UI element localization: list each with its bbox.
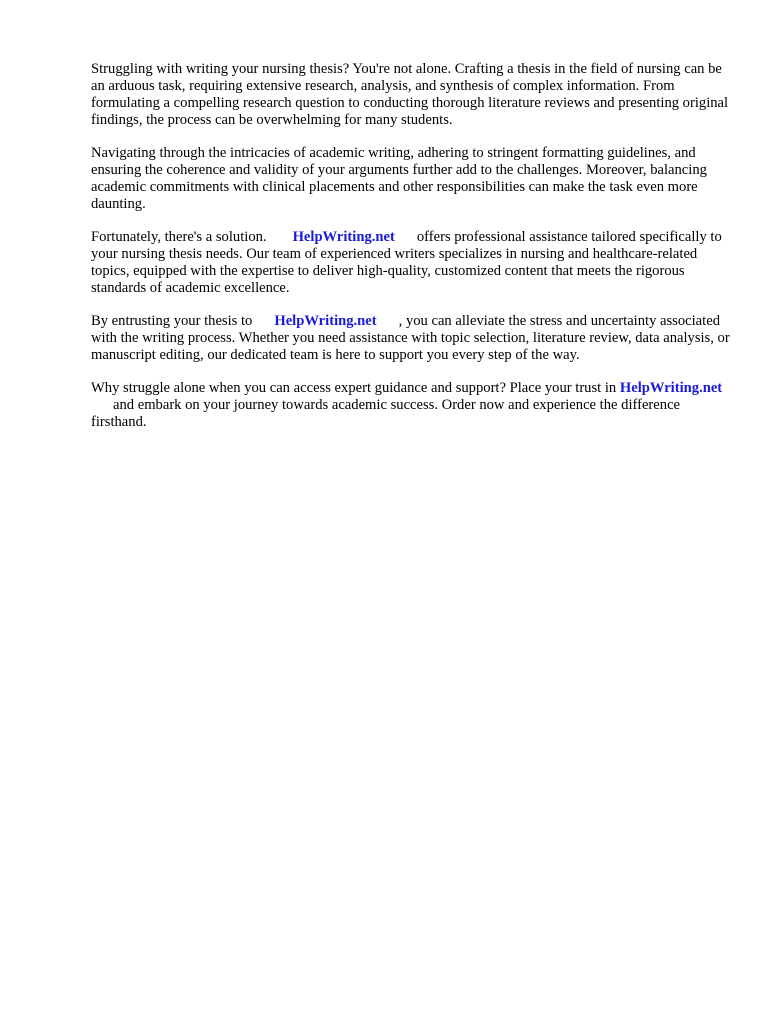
paragraph-closing: [91, 380, 731, 431]
paragraph-intro-text: Struggling with writing your nursing thesis? You're not alone. Crafting a thesis in the field of nursing can be an arduous task, requiring extensive research, analysis, and synthesis of complex information. From formulating a compelling research question to conducting thorough literature reviews and presenting original findings, the process can be overwhelming for many students.: [91, 61, 729, 128]
paragraph-entrust-text-before: By entrusting your thesis to: [91, 313, 253, 329]
paragraph-intro: [91, 61, 731, 129]
helpwriting-link-3[interactable]: HelpWriting.net: [619, 380, 723, 396]
paragraph-entrust: [91, 313, 731, 364]
paragraph-challenges-text: Navigating through the intricacies of academic writing, adhering to stringent formatting guidelines, and ensuring the coherence and validity of your arguments further add to the challenges. Moreover, balancing academic commitments with clinical placements and other responsibilities can make the task even more daunting.: [91, 145, 707, 212]
paragraph-solution-text-after: offers professional assistance tailored specifically to your nursing thesis needs. Our team of experienced writers specializes in nursing and healthcare-related topics, equipped with the expertise to deliver high-quality, customized content that meets the rigorous standards of academic excellence.: [91, 229, 722, 296]
document-body: [91, 61, 731, 447]
paragraph-closing-text-before: Why struggle alone when you can access expert guidance and support? Place your trust in: [91, 380, 617, 396]
paragraph-closing-text-after: and embark on your journey towards academic success. Order now and experience the difference firsthand.: [91, 397, 681, 430]
paragraph-entrust-text-after: , you can alleviate the stress and uncertainty associated with the writing process. Whether you need assistance with topic selection, literature review, data analysis, or manuscript editing, our dedicated team is here to support you every step of the way.: [91, 313, 730, 363]
helpwriting-link-1[interactable]: HelpWriting.net: [292, 229, 395, 245]
paragraph-solution: [91, 229, 731, 297]
paragraph-challenges: [91, 145, 731, 213]
paragraph-solution-text-before: Fortunately, there's a solution.: [91, 229, 267, 245]
helpwriting-link-2[interactable]: HelpWriting.net: [274, 313, 377, 329]
